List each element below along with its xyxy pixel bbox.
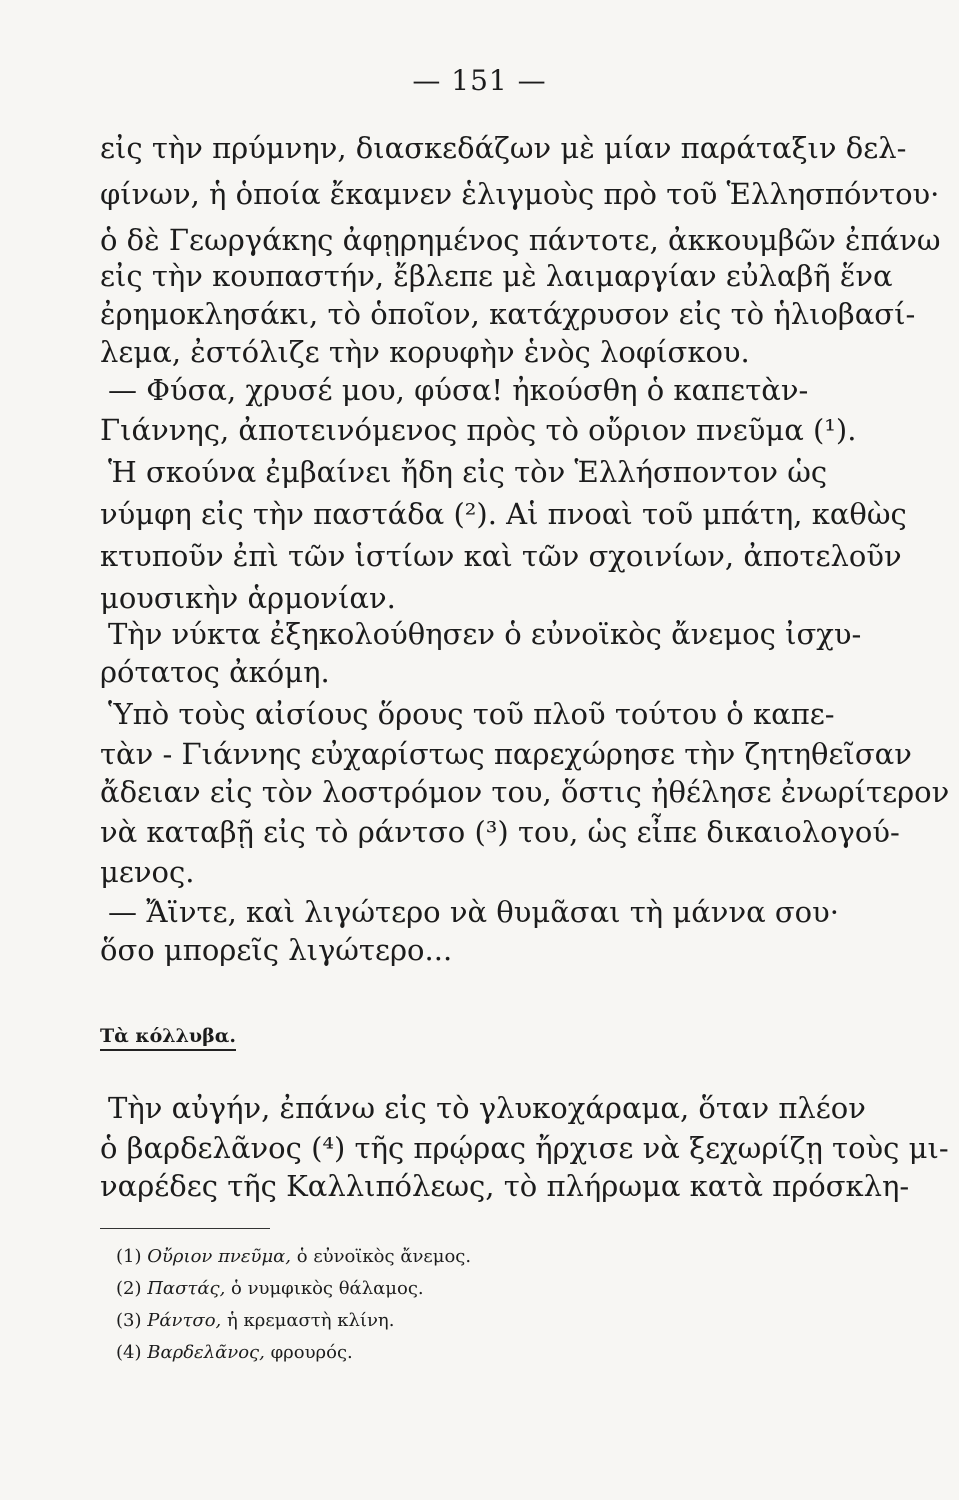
text-line: ὁ δὲ Γεωργάκης ἀφῃρημένος πάντοτε, ἀκκουμβῶν ἐπάνω: [100, 223, 941, 257]
text-line: Γιάννης, ἀποτεινόμενος πρὸς τὸ οὔριον πνεῦμα (¹).: [100, 413, 857, 447]
text-line: Τὴν νύκτα ἐξηκολούθησεν ὁ εὐνοϊκὸς ἄνεμος ἰσχυ-: [108, 617, 862, 651]
footnote: (2) Παστάς, ὁ νυμφικὸς θάλαμος.: [116, 1278, 424, 1299]
text-line: εἰς τὴν πρύμνην, διασκεδάζων μὲ μίαν παράταξιν δελ-: [100, 131, 907, 165]
footnote-divider: [100, 1228, 270, 1229]
footnote: (1) Οὔριον πνεῦμα, ὁ εὐνοϊκὸς ἄνεμος.: [116, 1246, 472, 1267]
text-line: ὁ βαρδελᾶνος (⁴) τῆς πρῴρας ἤρχισε νὰ ξεχωρίζῃ τοὺς μι-: [100, 1131, 949, 1165]
text-line: Ὑπὸ τοὺς αἰσίους ὅρους τοῦ πλοῦ τούτου ὁ καπε-: [108, 697, 835, 731]
text-line: κτυποῦν ἐπὶ τῶν ἱστίων καὶ τῶν σχοινίων, ἀποτελοῦν: [100, 539, 902, 573]
text-line: Ἡ σκούνα ἐμβαίνει ἤδη εἰς τὸν Ἑλλήσποντον ὡς: [108, 455, 828, 489]
text-line: ρότατος ἀκόμη.: [100, 655, 330, 689]
text-line: φίνων, ἡ ὁποία ἔκαμνεν ἑλιγμοὺς πρὸ τοῦ Ἑλλησπόντου·: [100, 177, 940, 211]
text-line: ναρέδες τῆς Καλλιπόλεως, τὸ πλήρωμα κατὰ πρόσκλη-: [100, 1169, 910, 1203]
text-line: Τὴν αὐγήν, ἐπάνω εἰς τὸ γλυκοχάραμα, ὅταν πλέον: [108, 1091, 866, 1125]
text-line: μουσικὴν ἁρμονίαν.: [100, 581, 396, 615]
text-line: εἰς τὴν κουπαστήν, ἔβλεπε μὲ λαιμαργίαν εὐλαβῆ ἕνα: [100, 259, 893, 293]
text-line: ἐρημοκλησάκι, τὸ ὁποῖον, κατάχρυσον εἰς τὸ ἡλιοβασί-: [100, 297, 916, 331]
section-heading: Τὰ κόλλυβα.: [100, 1025, 236, 1047]
text-line: ἄδειαν εἰς τὸν λοστρόμον του, ὅστις ἠθέλησε ἐνωρίτερον: [100, 775, 950, 809]
text-line: νύμφη εἰς τὴν παστάδα (²). Αἱ πνοαὶ τοῦ μπάτη, καθὼς: [100, 497, 907, 531]
text-line: μενος.: [100, 855, 195, 889]
text-line: ὅσο μπορεῖς λιγώτερο...: [100, 933, 453, 967]
text-line: νὰ καταβῇ εἰς τὸ ράντσο (³) του, ὡς εἶπε δικαιολογού-: [100, 815, 900, 849]
text-line: — Ἄϊντε, καὶ λιγώτερο νὰ θυμᾶσαι τὴ μάννα σου·: [108, 895, 839, 929]
text-line: λεμα, ἐστόλιζε τὴν κορυφὴν ἑνὸς λοφίσκου.: [100, 335, 750, 369]
footnote: (4) Βαρδελᾶνος, φρουρός.: [116, 1342, 353, 1363]
text-line: — Φύσα, χρυσέ μου, φύσα! ἠκούσθη ὁ καπετὰν-: [108, 373, 809, 407]
footnote: (3) Ράντσο, ἡ κρεμαστὴ κλίνη.: [116, 1310, 395, 1331]
text-line: τὰν - Γιάννης εὐχαρίστως παρεχώρησε τὴν ζητηθεῖσαν: [100, 737, 912, 771]
page-number: — 151 —: [412, 64, 547, 97]
